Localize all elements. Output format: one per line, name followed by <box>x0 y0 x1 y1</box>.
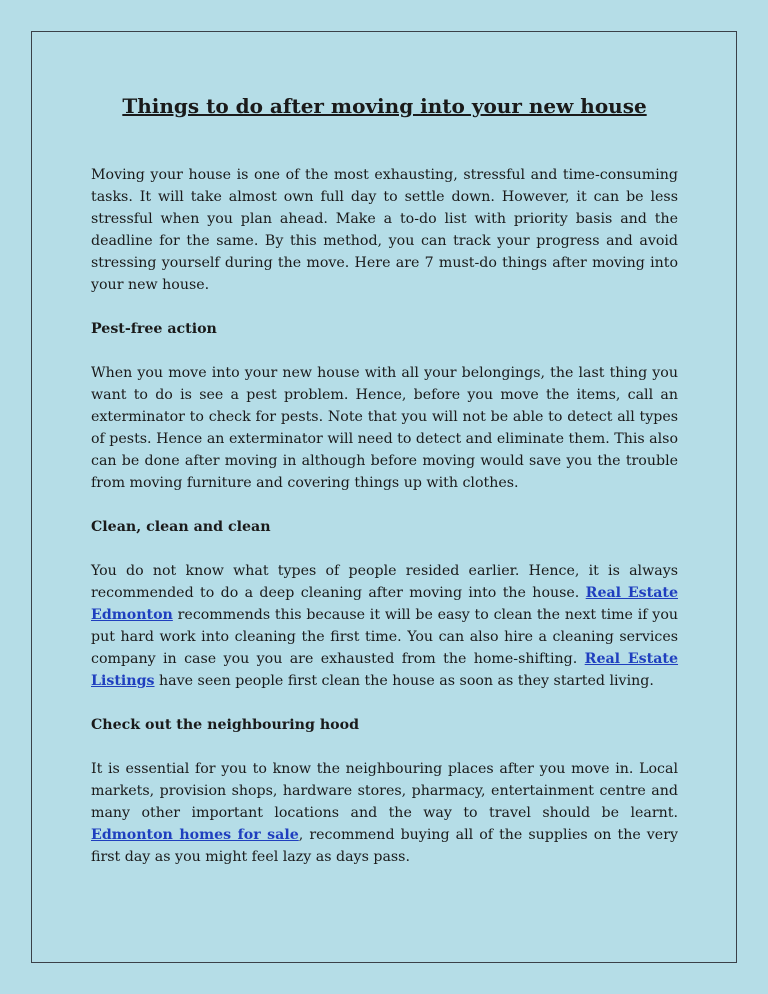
neighbourhood-text-2: , recommend buying all of the supplies on the very first day as you might feel lazy as days pass. <box>91 827 678 865</box>
clean-text-1: You do not know what types of people resided earlier. Hence, it is always recommended to do a deep cleaning after moving into the house. <box>91 563 678 601</box>
intro-paragraph: Moving your house is one of the most exhausting, stressful and time-consuming tasks. It will take almost own full day to settle down. However, it can be less stressful when you plan ahead. Make a to-do list with priority basis and the deadline for the same. By this method, you can track your progress and avoid stressing yourself during the move. Here are 7 must-do things after moving into your new house. <box>91 167 678 293</box>
section-body-clean <box>91 560 678 692</box>
link-real-estate-edmonton[interactable]: Real Estate Edmonton <box>91 585 678 623</box>
document-body <box>91 92 678 890</box>
section-heading-pest-free: Pest-free action <box>91 321 217 337</box>
section-body-neighbourhood <box>91 758 678 868</box>
page-title: Things to do after moving into your new house <box>122 94 647 118</box>
link-real-estate-listings[interactable]: Real Estate Listings <box>91 651 679 689</box>
section-heading-clean: Clean, clean and clean <box>91 519 271 535</box>
neighbourhood-text-1: It is essential for you to know the neighbouring places after you move in. Local markets, provision shops, hardware stores, pharmacy, entertainment centre and many other important locations and the way to travel should be learnt. <box>91 761 678 821</box>
section-body-pest-free: When you move into your new house with all your belongings, the last thing you want to do is see a pest problem. Hence, before you move the items, call an exterminator to check for pests. Note that you will not be able to detect all types of pests. Hence an exterminator will need to detect and eliminate them. This also can be done after moving in although before moving would save you the trouble from moving furniture and covering things up with clothes. <box>91 365 678 491</box>
section-heading-neighbourhood: Check out the neighbouring hood <box>91 717 360 733</box>
clean-text-2: recommends this because it will be easy to clean the next time if you put hard work into cleaning the first time. You can also hire a cleaning services company in case you you are exhausted from the home-shifting. <box>91 607 678 667</box>
clean-text-3: have seen people first clean the house as soon as they started living. <box>154 673 654 689</box>
link-edmonton-homes-for-sale[interactable]: Edmonton homes for sale <box>91 827 299 843</box>
